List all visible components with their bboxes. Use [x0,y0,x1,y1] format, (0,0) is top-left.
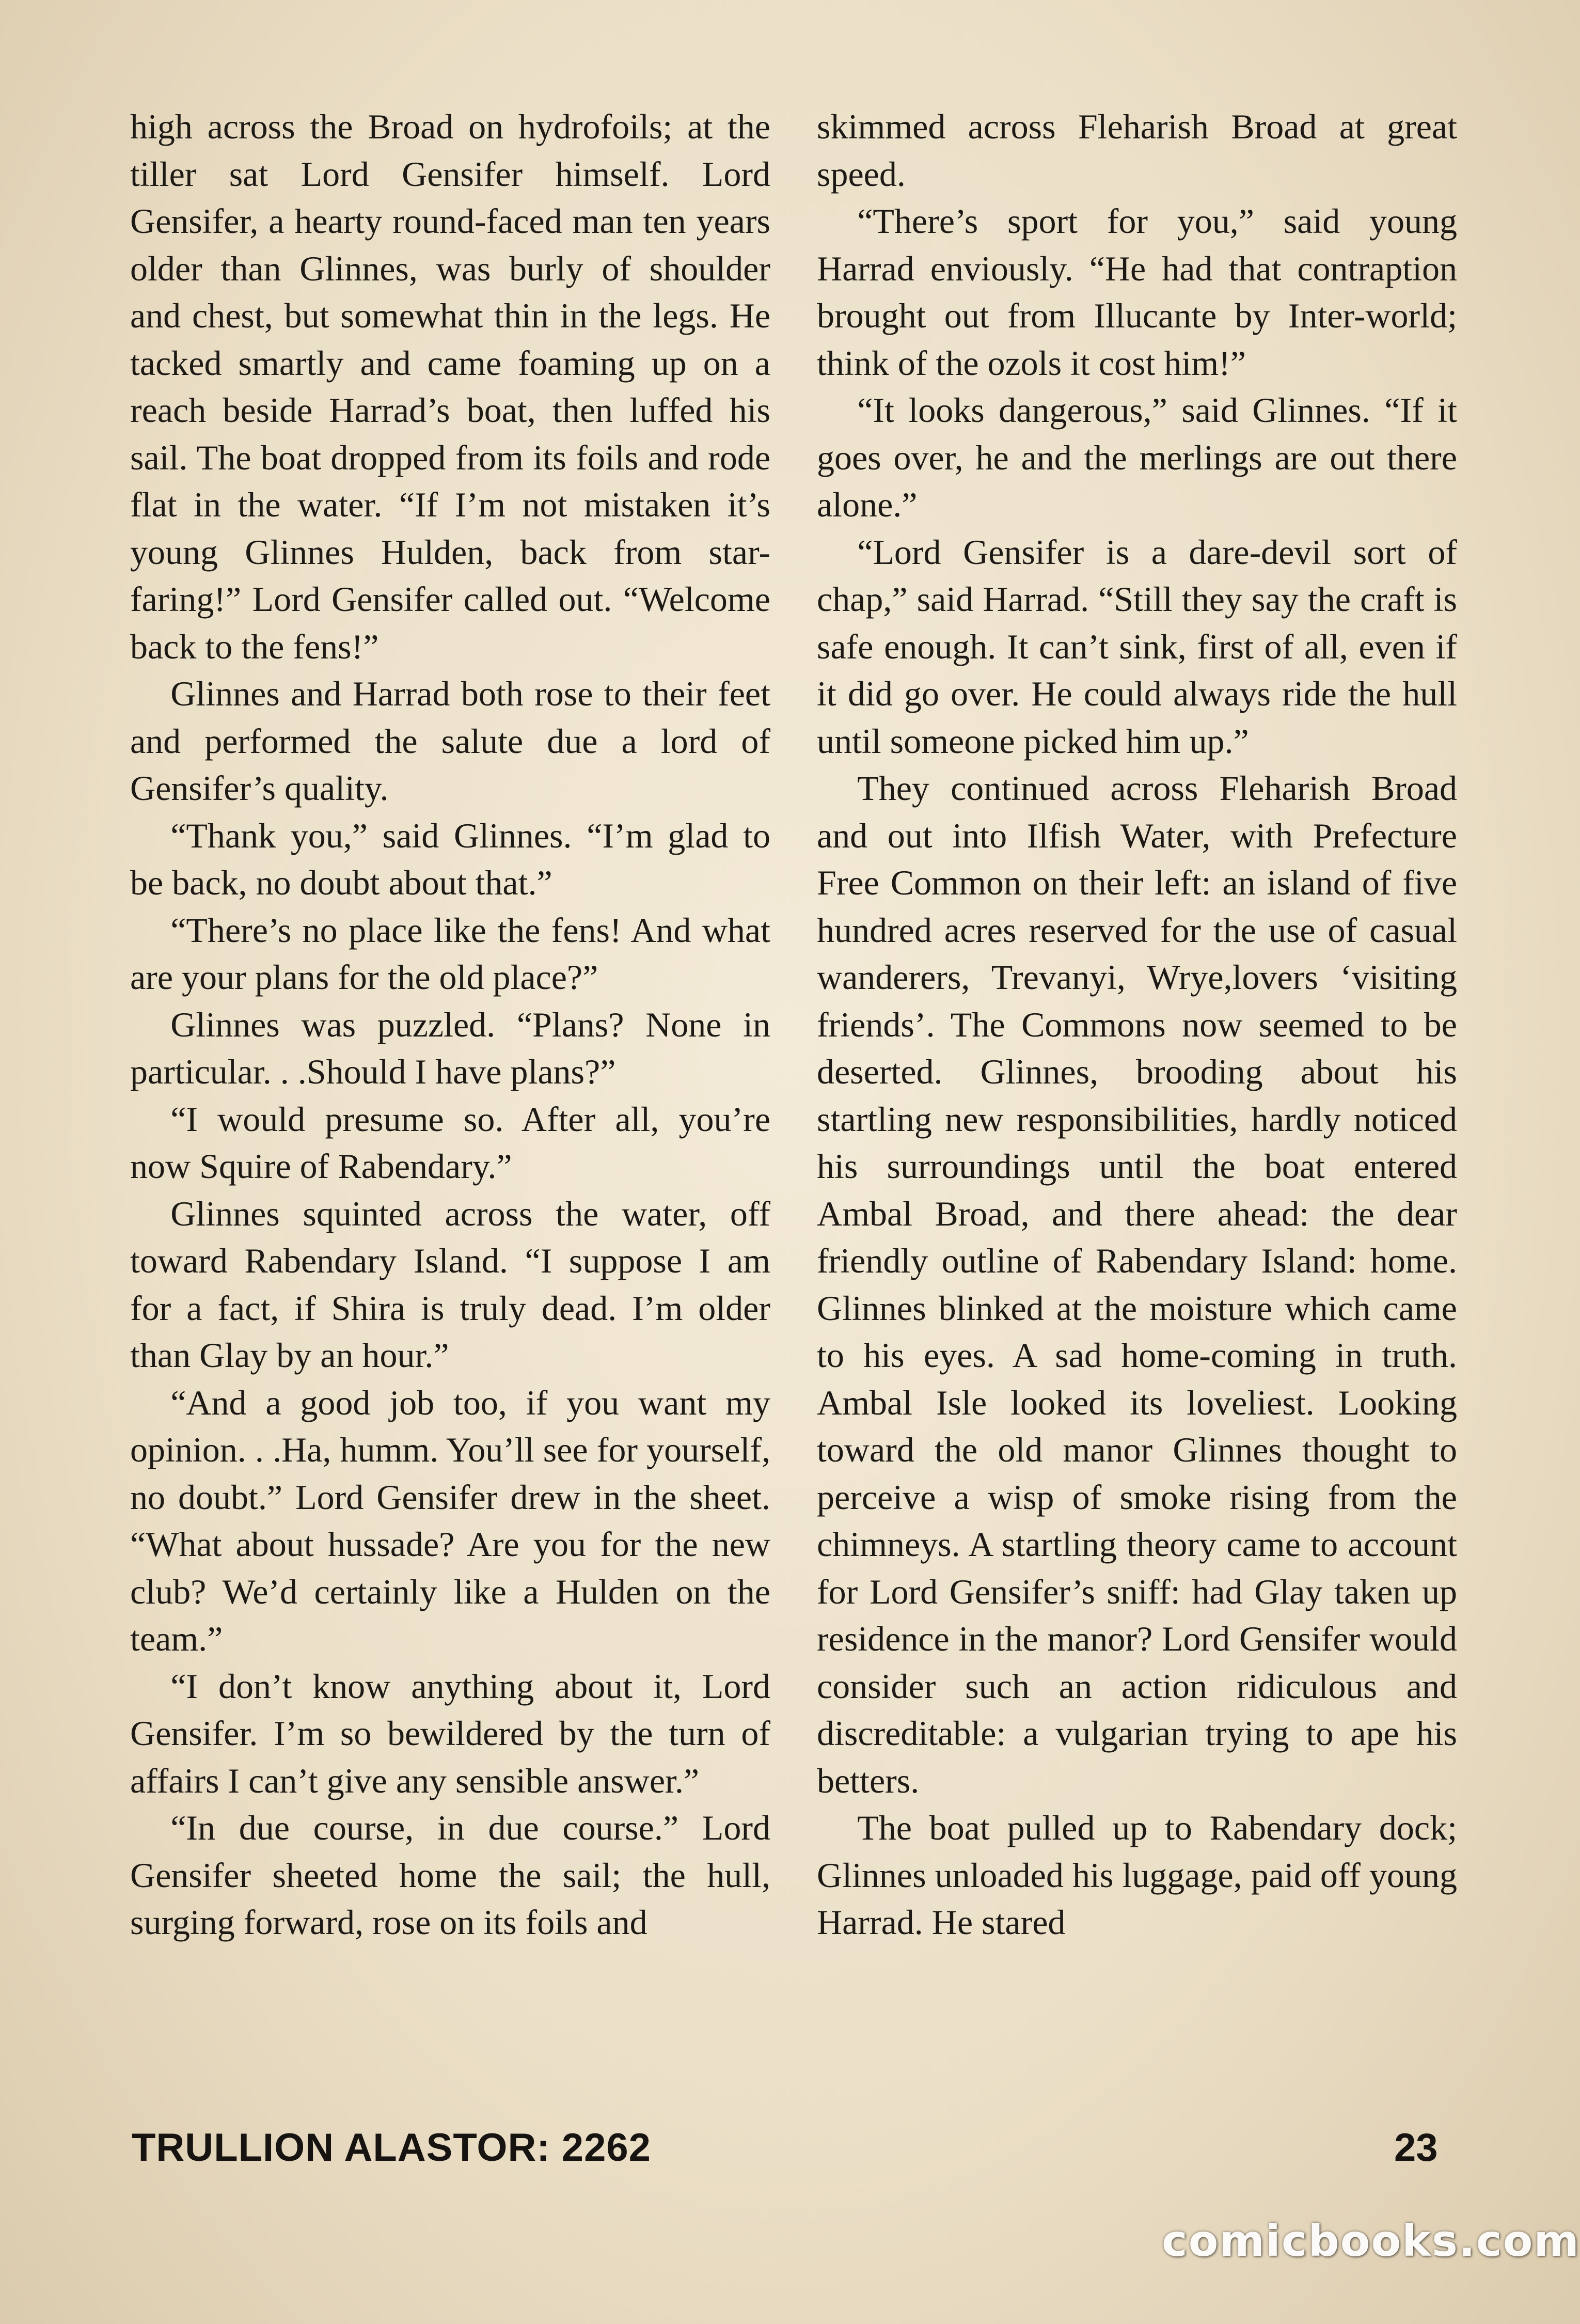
paragraph: “It looks dangerous,” said Glinnes. “If it goes over, he and the merlings are out there alone.” [817,390,1457,524]
watermark: comicbooks.com [1162,2216,1580,2266]
paragraph: “Lord Gensifer is a dare-devil sort of chap,” said Harrad. “Still they say the craft is safe enough. It can’t sink, first of all, even if it did go over. He could always ride the hull until someone picked him up.” [817,532,1457,761]
running-footer-title: TRULLION ALASTOR: 2262 [132,2126,651,2170]
paragraph: They continued across Fleharish Broad and out into Ilfish Water, with Prefecture Free Common on their left: an island of five hundred acres reserved for the use of casual wanderers, Trevanyi, Wrye,lovers ‘visiting friends’. The Commons now seemed to be deserted. Glinnes, brooding about his startling new responsibilities, hardly noticed his surroundings until the boat entered Ambal Broad, and there ahead: the dear friendly outline of Rabendary Island: home. Glinnes blinked at the moisture which came to his eyes. A sad home-coming in truth. Ambal Isle looked its loveliest. Looking toward the old manor Glinnes thought to perceive a wisp of smoke rising from the chimneys. A startling theory came to account for Lord Gensifer’s sniff: had Glay taken up residence in the manor? Lord Gensifer would consider such an action ridiculous and discreditable: a vulgarian trying to ape his betters. [817,768,1457,1800]
right-text-column [817,103,1457,1946]
paragraph: “There’s no place like the fens! And what are your plans for the old place?” [130,910,770,997]
paragraph: The boat pulled up to Rabendary dock; Glinnes unloaded his luggage, paid off young Harrad. He stared [817,1808,1457,1942]
paragraph: “I would presume so. After all, you’re now Squire of Rabendary.” [130,1099,770,1186]
paragraph: Glinnes was puzzled. “Plans? None in particular. . .Should I have plans?” [130,1004,770,1091]
paragraph: skimmed across Fleharish Broad at great speed. [817,107,1457,194]
paragraph: “In due course, in due course.” Lord Gensifer sheeted home the sail; the hull, surging forward, rose on its foils and [130,1808,770,1942]
paragraph: Glinnes and Harrad both rose to their feet and performed the salute due a lord of Gensifer’s quality. [130,674,770,808]
paragraph: Glinnes squinted across the water, off toward Rabendary Island. “I suppose I am for a fact, if Shira is truly dead. I’m older than Glay by an hour.” [130,1194,770,1375]
left-text-column [130,103,770,1946]
paragraph: “Thank you,” said Glinnes. “I’m glad to be back, no doubt about that.” [130,815,770,902]
paragraph: “There’s sport for you,” said young Harrad enviously. “He had that contraption brought out from Illucante by Inter-world; think of the ozols it cost him!” [817,201,1457,383]
paragraph: high across the Broad on hydrofoils; at the tiller sat Lord Gensifer himself. Lord Gensifer, a hearty round-faced man ten years older than Glinnes, was burly of shoulder and chest, but somewhat thin in the legs. He tacked smartly and came foaming up on a reach beside Harrad’s boat, then luffed his sail. The boat dropped from its foils and rode flat in the water. “If I’m not mistaken it’s young Glinnes Hulden, back from star-faring!” Lord Gensifer called out. “Welcome back to the fens!” [130,107,770,666]
paragraph: “And a good job too, if you want my opinion. . .Ha, humm. You’ll see for yourself, no doubt.” Lord Gensifer drew in the sheet. “What about hussade? Are you for the new club? We’d certainly like a Hulden on the team.” [130,1383,770,1658]
page-number: 23 [1394,2126,1438,2170]
paragraph: “I don’t know anything about it, Lord Gensifer. I’m so bewildered by the turn of affairs I can’t give any sensible answer.” [130,1666,770,1800]
